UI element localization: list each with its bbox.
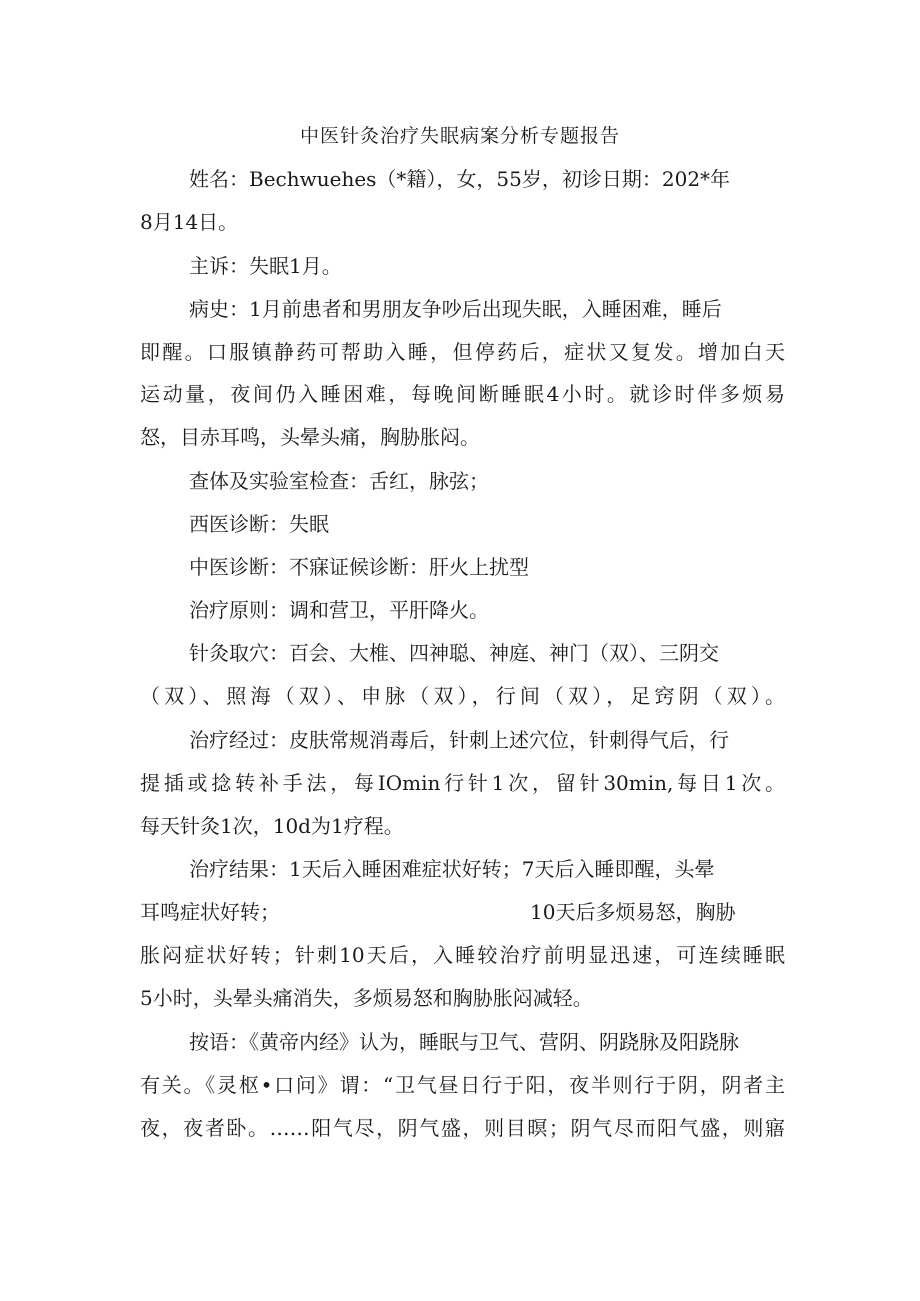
text-line: 主诉：失眠1月。 — [189, 254, 342, 278]
text-line: 每天针灸1次，10d为1疗程。 — [140, 814, 404, 838]
text-segment: 耳鸣症状好转； — [140, 900, 280, 924]
text-line: 中医诊断：不寐证候诊断：肝火上扰型 — [189, 555, 529, 579]
text-line: 治疗原则：调和营卫，平肝降火。 — [189, 598, 489, 622]
text-line: 即醒。口服镇静药可帮助入睡，但停药后，症状又复发。增加白天 — [140, 340, 785, 364]
text-line: 治疗经过：皮肤常规消毒后，针刺上述穴位，针刺得气后，行 — [189, 728, 729, 752]
text-line: 姓名：Bechwuehes（*籍），女，55岁，初诊日期：202*年 — [189, 167, 731, 191]
text-line: 提插或捻转补手法，每IOmin行针1次，留针30min,每日1次。 — [140, 771, 785, 795]
text-line: 有关。《灵枢•口问》谓：“卫气昼日行于阳，夜半则行于阴，阴者主 — [140, 1073, 785, 1097]
text-segment: 10天后多烦易怒，胸胁 — [530, 900, 736, 924]
text-line: 针灸取穴：百会、大椎、四神聪、神庭、神门（双）、三阴交 — [189, 641, 719, 665]
text-line: 5小时，头晕头痛消失，多烦易怒和胸胁胀闷减轻。 — [140, 986, 593, 1010]
text-line — [140, 899, 785, 925]
text-line: 怒，目赤耳鸣，头晕头痛，胸胁胀闷。 — [140, 425, 480, 449]
document-title: 中医针灸治疗失眠病案分析专题报告 — [299, 125, 620, 147]
text-line: 运动量，夜间仍入睡困难，每晚间断睡眠4小时。就诊时伴多烦易 — [140, 382, 785, 406]
text-line: 西医诊断：失眠 — [189, 512, 329, 536]
text-line: 治疗结果：1天后入睡困难症状好转；7天后入睡即醒，头晕 — [189, 857, 715, 881]
text-line: 8月14日。 — [140, 210, 239, 234]
text-line: 按语：《黄帝内经》认为，睡眠与卫气、营阴、阴跷脉及阳跷脉 — [189, 1030, 739, 1054]
text-line: （双）、照海（双）、申脉（双），行间（双），足窍阴（双）。 — [140, 684, 785, 708]
text-line: 胀闷症状好转；针刺10天后，入睡较治疗前明显迅速，可连续睡眠 — [140, 943, 785, 967]
text-line: 夜，夜者卧。……阳气尽，阴气盛，则目暝；阴气尽而阳气盛，则寤 — [140, 1116, 785, 1140]
text-line: 查体及实验室检查：舌红，脉弦； — [189, 469, 489, 493]
text-line: 病史：1月前患者和男朋友争吵后出现失眠，入睡困难，睡后 — [189, 297, 722, 321]
